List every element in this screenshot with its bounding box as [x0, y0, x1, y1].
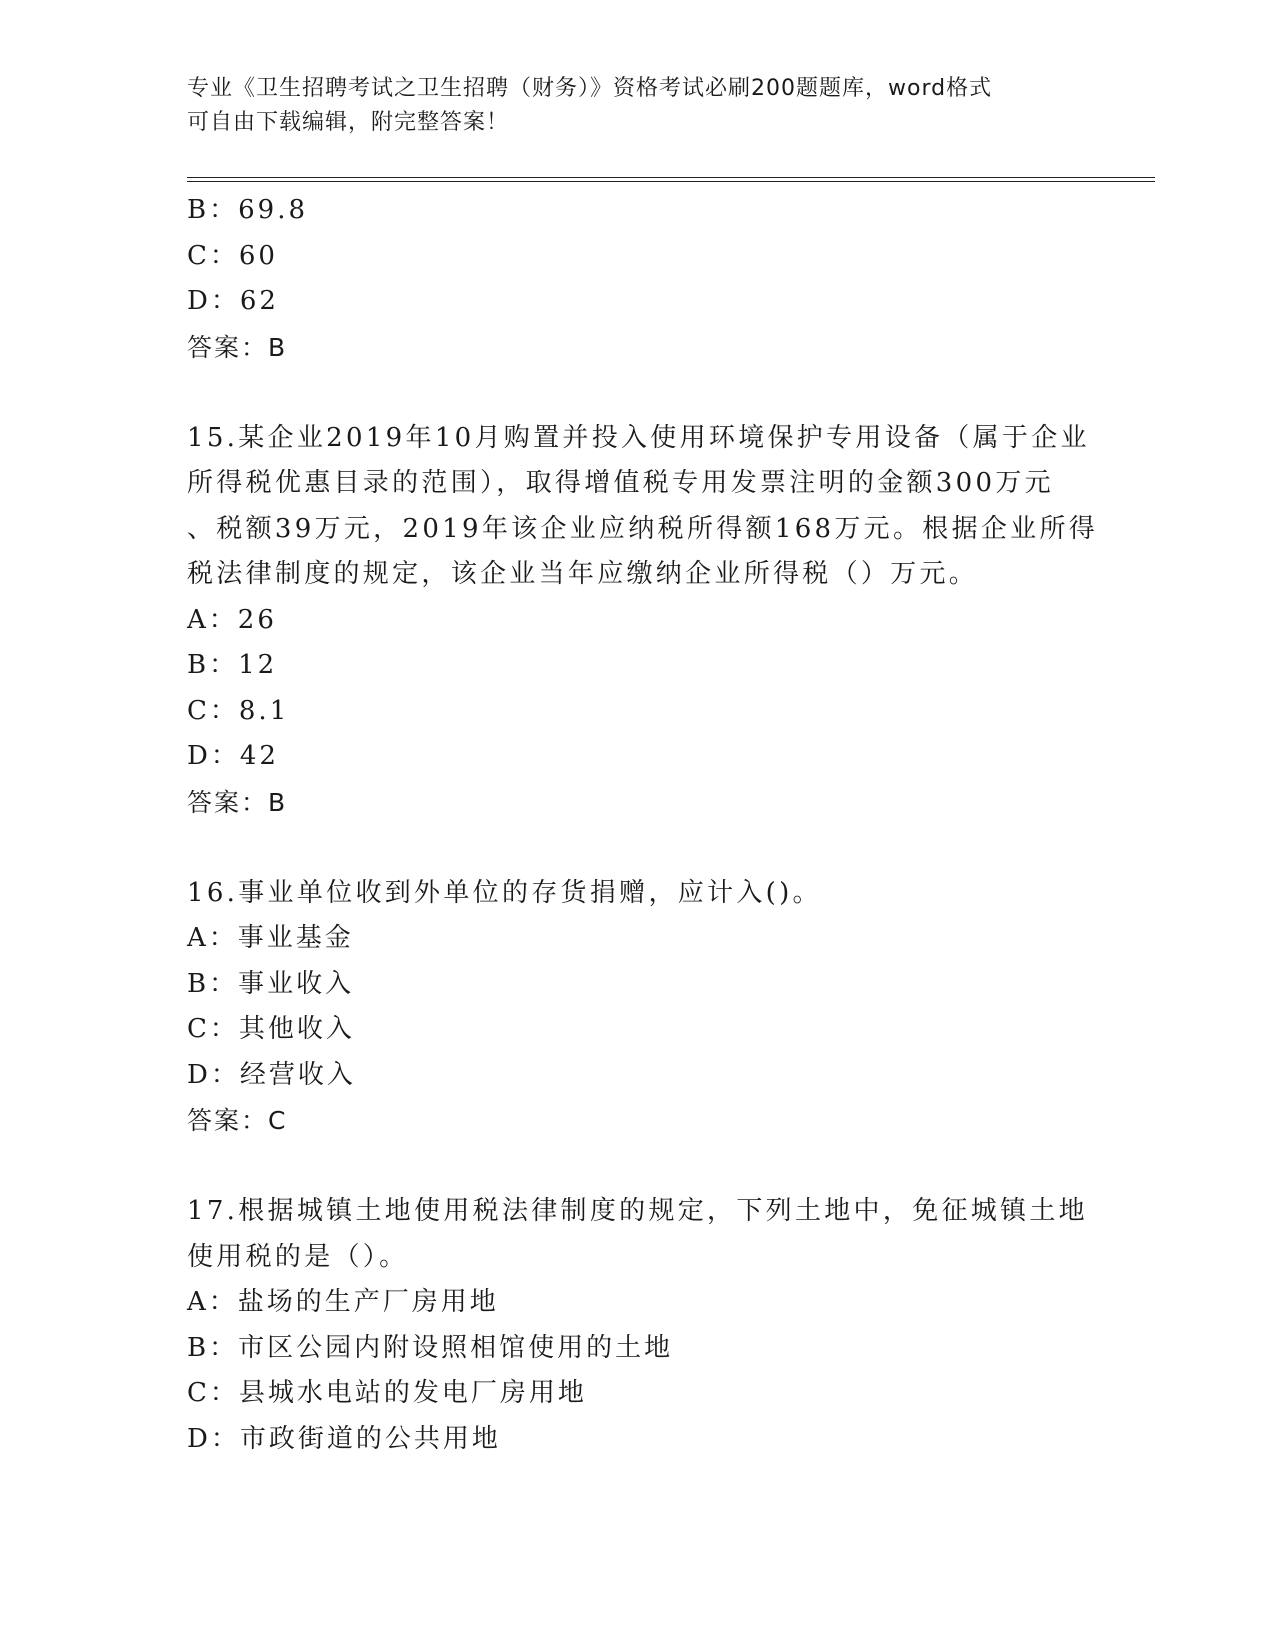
option-c: C：其他收入 — [187, 1014, 355, 1044]
option-b: B：事业收入 — [187, 968, 355, 999]
option-a: A：盐场的生产厂房用地 — [187, 1287, 499, 1317]
header-divider-bottom — [187, 181, 1155, 182]
spacer — [187, 1144, 1087, 1190]
question-17 — [187, 1189, 1087, 1462]
option-d: D：62 — [187, 286, 279, 316]
stem-line: 15.某企业2019年10月购置并投入使用环境保护专用设备（属于企业 — [187, 422, 1090, 453]
header-divider-top — [187, 177, 1155, 178]
spacer — [187, 370, 1087, 416]
question-stem — [187, 416, 1099, 598]
question-stem — [187, 1189, 1087, 1280]
spacer — [187, 825, 1087, 871]
option-b: B：市区公园内附设照相馆使用的土地 — [187, 1332, 674, 1363]
answer-line: 答案：B — [187, 787, 288, 817]
option-d: D：市政街道的公共用地 — [187, 1423, 501, 1454]
stem-line: 使用税的是（）。 — [187, 1241, 409, 1272]
answer-line: 答案：C — [187, 1106, 288, 1135]
document-header: 专业《卫生招聘考试之卫生招聘（财务）》资格考试必刷200题题库，word格式 可自由下载编辑，附完整答案！ — [187, 76, 993, 135]
option-d: D：42 — [187, 741, 279, 771]
question-15 — [187, 416, 1099, 826]
option-d: D：经营收入 — [187, 1059, 356, 1090]
option-b: B：69.8 — [187, 195, 308, 225]
question-stem — [187, 871, 1087, 917]
prev-question-block — [187, 188, 1087, 370]
question-content — [187, 188, 1099, 1462]
option-c: C：60 — [187, 240, 278, 271]
answer-line: 答案：B — [187, 332, 288, 362]
stem-line: 17.根据城镇土地使用税法律制度的规定，下列土地中，免征城镇土地 — [187, 1196, 1088, 1226]
option-a: A：事业基金 — [187, 923, 354, 953]
stem-line: 16.事业单位收到外单位的存货捐赠，应计入()。 — [187, 877, 822, 908]
option-b: B：12 — [187, 650, 278, 680]
stem-line: 税法律制度的规定，该企业当年应缴纳企业所得税（）万元。 — [187, 559, 979, 589]
question-16 — [187, 871, 1087, 1144]
option-a: A：26 — [187, 604, 277, 635]
stem-line: 、税额39万元，2019年该企业应纳税所得额168万元。根据企业所得 — [187, 513, 1099, 544]
option-c: C：县城水电站的发电厂房用地 — [187, 1378, 587, 1408]
option-c: C：8.1 — [187, 695, 290, 726]
stem-line: 所得税优惠目录的范围），取得增值税专用发票注明的金额300万元 — [187, 468, 1054, 498]
